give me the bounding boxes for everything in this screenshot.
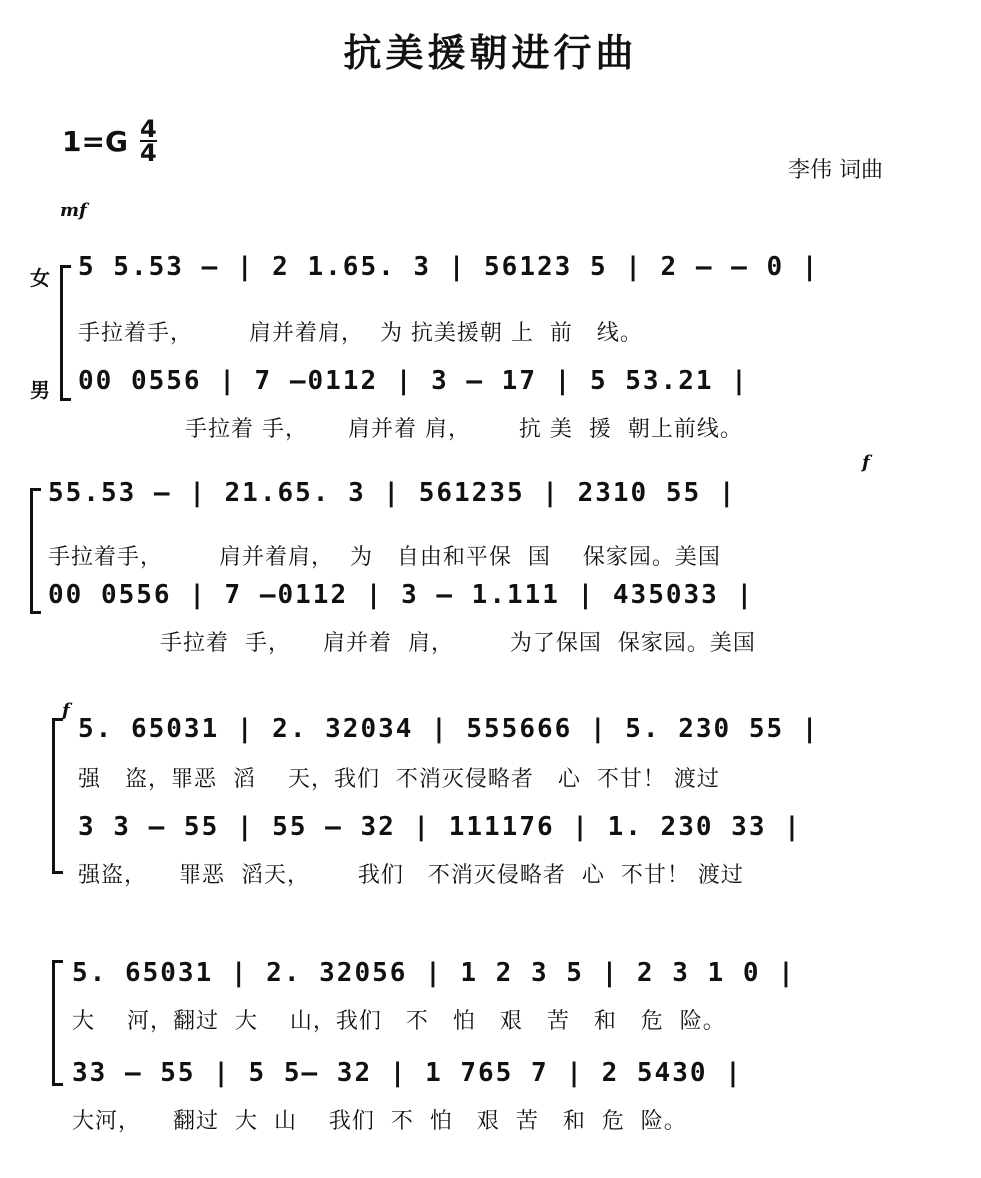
- system-bracket: [30, 488, 41, 614]
- time-top: 4: [139, 115, 157, 143]
- system-bracket: [52, 718, 63, 874]
- female-notes-line: 5 5.53 — | 2 1.65. 3 | 56123 5 | 2 — — 0 |: [78, 252, 820, 282]
- dynamic-f: f: [62, 700, 70, 721]
- female-lyrics-line: 手拉着手， 肩并着肩， 为 自由和平保 国 保家园。美国: [48, 545, 721, 570]
- male-lyrics-line: 大河， 翻过 大 山 我们 不 怕 艰 苦 和 危 险。: [72, 1109, 687, 1134]
- female-lyrics-line: 强 盗，罪恶 滔 天，我们 不消灭侵略者 心 不甘！ 渡过: [78, 767, 720, 792]
- key-signature: [62, 115, 157, 167]
- female-lyrics-line: 大 河，翻过 大 山，我们 不 怕 艰 苦 和 危 险。: [72, 1009, 726, 1034]
- key-label: 1=G: [62, 124, 128, 158]
- dynamic-f: f: [862, 452, 870, 473]
- time-signature: [139, 115, 157, 167]
- system-bracket: [52, 960, 63, 1086]
- male-lyrics-line: 强盗， 罪恶 滔天， 我们 不消灭侵略者 心 不甘！ 渡过: [78, 863, 744, 888]
- voice-label-male: 男: [30, 378, 50, 402]
- song-title: 抗美援朝进行曲: [343, 30, 638, 75]
- female-notes-line: 5. 65031 | 2. 32056 | 1 2 3 5 | 2 3 1 0 |: [72, 958, 796, 988]
- female-notes-line: 5. 65031 | 2. 32034 | 555666 | 5. 230 55 |: [78, 714, 820, 744]
- system-bracket: [60, 265, 71, 401]
- voice-label-female: 女: [30, 266, 50, 290]
- dynamic-mf: mf: [60, 200, 87, 221]
- composer-credit: 李伟 词曲: [788, 158, 883, 183]
- male-lyrics-line: 手拉着 手， 肩并着 肩， 为了保国 保家园。美国: [160, 631, 756, 656]
- female-notes-line: 55.53 — | 21.65. 3 | 561235 | 2310 55 |: [48, 478, 737, 508]
- male-lyrics-line: 手拉着 手， 肩并着 肩， 抗 美 援 朝上前线。: [185, 417, 743, 442]
- male-notes-line: 00 0556 | 7 —0112 | 3 — 1.111 | 435033 |: [48, 580, 755, 610]
- male-notes-line: 00 0556 | 7 —0112 | 3 — 17 | 5 53.21 |: [78, 366, 749, 396]
- female-lyrics-line: 手拉着手， 肩并着肩， 为 抗美援朝 上 前 线。: [78, 321, 643, 346]
- time-bottom: 4: [139, 139, 157, 167]
- male-notes-line: 3 3 — 55 | 55 — 32 | 111176 | 1. 230 33 |: [78, 812, 802, 842]
- male-notes-line: 33 — 55 | 5 5— 32 | 1 765 7 | 2 5430 |: [72, 1058, 743, 1088]
